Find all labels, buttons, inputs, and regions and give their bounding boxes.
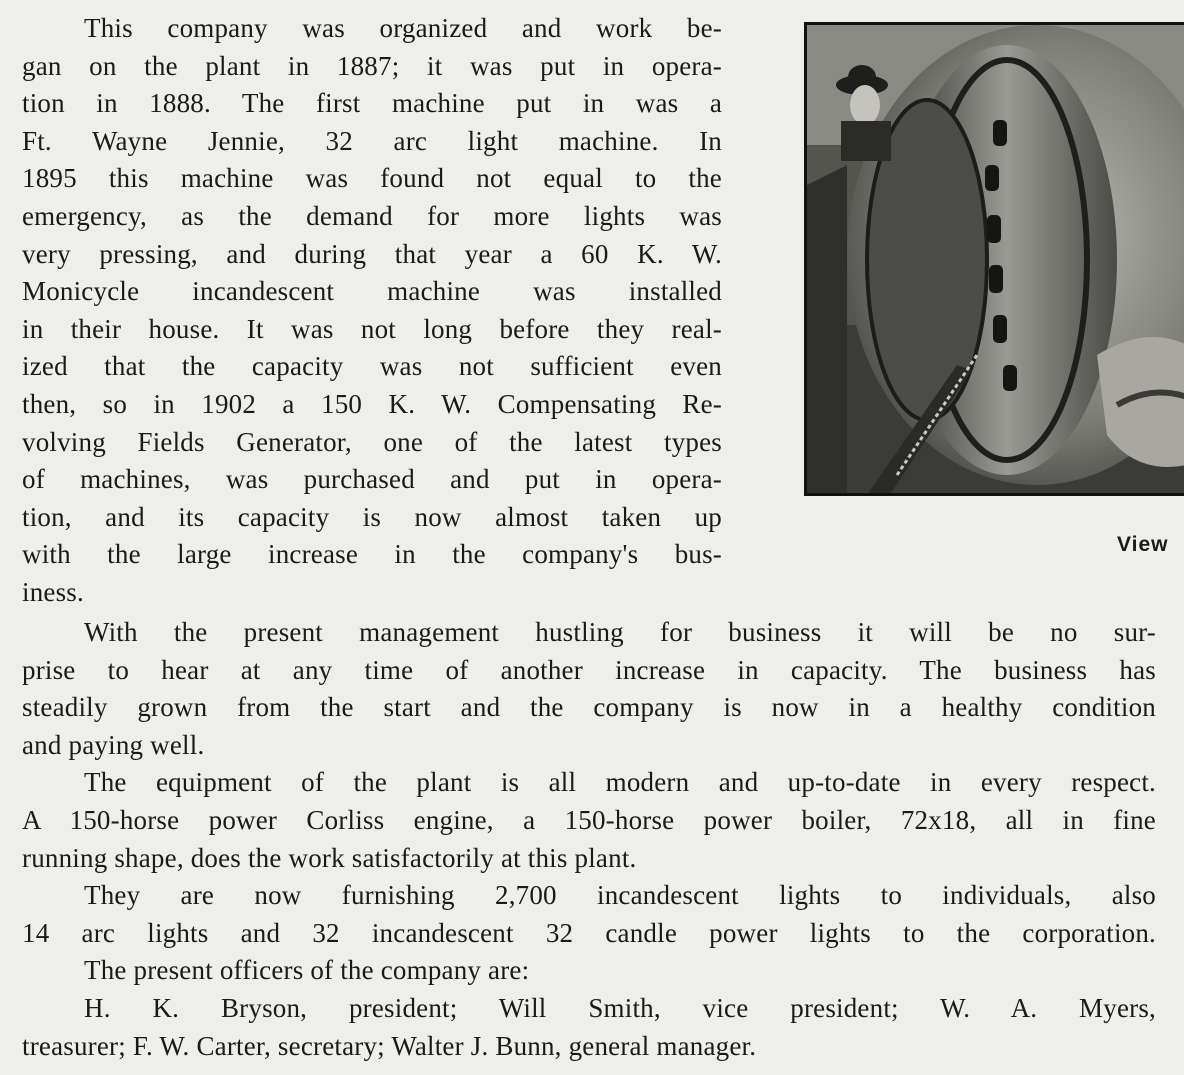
- column-text-block: [22, 10, 722, 612]
- text-line: very pressing, and during that year a 60 K. W.: [22, 238, 722, 269]
- text-line: They are now furnishing 2,700 incandescent lights to individuals, also: [84, 880, 1156, 911]
- text-line: The present officers of the company are:: [84, 955, 530, 986]
- text-line: Monicycle incandescent machine was installed: [22, 276, 722, 307]
- text-line: With the present management hustling for business it will be no sur-: [84, 617, 1156, 647]
- text-line: then, so in 1902 a 150 K. W. Compensating Re-: [22, 388, 722, 419]
- photo-caption: View: [1117, 533, 1169, 556]
- text-line: ized that the capacity was not sufficient even: [22, 351, 722, 382]
- text-line: H. K. Bryson, president; Will Smith, vice president; W. A. Myers,: [84, 992, 1156, 1023]
- text-line: prise to hear at any time of another increase in capacity. The business has: [22, 654, 1156, 685]
- text-line: tion in 1888. The first machine put in was a: [22, 88, 722, 119]
- text-line: The equipment of the plant is all modern and up-to-date in every respect.: [84, 767, 1156, 798]
- text-line: A 150-horse power Corliss engine, a 150-horse power boiler, 72x18, all in fine: [22, 804, 1156, 835]
- text-line: volving Fields Generator, one of the latest types: [22, 426, 722, 457]
- text-line: with the large increase in the company's bus-: [22, 539, 722, 570]
- text-line: 14 arc lights and 32 incandescent 32 candle power lights to the corporation.: [22, 917, 1156, 948]
- text-line: running shape, does the work satisfactorily at this plant.: [22, 842, 637, 873]
- generator-photo-image: [807, 25, 1184, 496]
- text-line: steadily grown from the start and the company is now in a healthy condition: [22, 692, 1156, 723]
- text-line: iness.: [22, 576, 84, 607]
- text-line: This company was organized and work be-: [84, 13, 722, 43]
- text-line: in their house. It was not long before they real-: [22, 313, 722, 344]
- text-line: of machines, was purchased and put in opera-: [22, 464, 722, 495]
- text-line: 1895 this machine was found not equal to the: [22, 163, 722, 194]
- full-width-text-block: [22, 614, 1156, 1065]
- text-line: gan on the plant in 1887; it was put in opera-: [22, 50, 722, 81]
- text-line: emergency, as the demand for more lights was: [22, 200, 722, 231]
- text-line: Ft. Wayne Jennie, 32 arc light machine. In: [22, 125, 722, 156]
- text-line: tion, and its capacity is now almost taken up: [22, 501, 722, 532]
- text-line: treasurer; F. W. Carter, secretary; Walter J. Bunn, general manager.: [22, 1030, 757, 1061]
- text-line: and paying well.: [22, 729, 205, 760]
- generator-photo: [804, 22, 1184, 496]
